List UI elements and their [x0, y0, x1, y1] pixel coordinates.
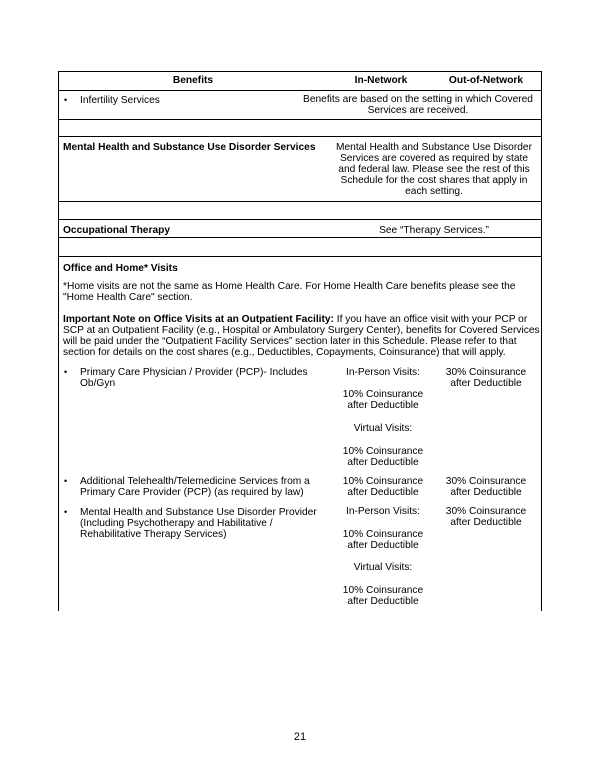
important-note-line-3: will be paid under the “Outpatient Facility Services” section later in this Schedule. Please refer to that	[63, 336, 517, 347]
infertility-text-line-1: Benefits are based on the setting in which Covered	[303, 94, 533, 105]
office-home-title: Office and Home* Visits	[63, 263, 178, 274]
row-divider	[59, 237, 541, 238]
row-divider	[59, 90, 541, 91]
row-divider	[59, 256, 541, 257]
home-note-line-1: *Home visits are not the same as Home Health Care. For Home Health Care benefits please see the	[63, 281, 516, 292]
bullet: •	[64, 367, 68, 377]
pcp-virtual-label: Virtual Visits:	[353, 423, 413, 434]
header-in-network: In-Network	[354, 75, 408, 86]
mh-provider-oon-line-1: 30% Coinsurance	[445, 506, 527, 517]
mh-provider-label-line-1: Mental Health and Substance Use Disorder Provider	[80, 507, 317, 518]
pcp-label-line-1: Primary Care Physician / Provider (PCP)- Includes	[80, 367, 308, 378]
telehealth-oon-line-1: 30% Coinsurance	[445, 476, 527, 487]
pcp-oon-line-2: after Deductible	[450, 378, 522, 389]
mh-provider-in-person-label: In-Person Visits:	[346, 506, 420, 517]
important-note-text: If you have an office visit with your PCP or	[333, 314, 528, 325]
row-divider	[59, 119, 541, 120]
bullet: •	[64, 95, 68, 105]
pcp-in-person-label: In-Person Visits:	[346, 367, 420, 378]
telehealth-oon-line-2: after Deductible	[450, 487, 522, 498]
important-note-title: Important Note on Office Visits at an Outpatient Facility:	[63, 314, 334, 325]
mh-provider-oon-line-2: after Deductible	[450, 517, 522, 528]
mh-provider-in-person-line-1: 10% Coinsurance	[342, 529, 424, 540]
pcp-in-person-line-2: after Deductible	[347, 400, 419, 411]
table-border-top	[59, 71, 541, 72]
telehealth-label-line-1: Additional Telehealth/Telemedicine Services from a	[80, 476, 310, 487]
infertility-text-line-2: Services are received.	[367, 105, 469, 116]
telehealth-in-line-1: 10% Coinsurance	[342, 476, 424, 487]
important-note-line-4: section for details on the cost shares (e.g., Deductibles, Copayments, Coinsurance) that will apply.	[63, 347, 506, 358]
bullet: •	[64, 507, 68, 517]
mh-provider-virtual-label: Virtual Visits:	[353, 562, 413, 573]
occupational-therapy-text: See “Therapy Services.”	[379, 225, 489, 236]
header-out-of-network: Out-of-Network	[448, 75, 524, 86]
mental-health-label: Mental Health and Substance Use Disorder Services	[63, 142, 316, 153]
mh-provider-virtual-line-1: 10% Coinsurance	[342, 585, 424, 596]
mh-provider-virtual-line-2: after Deductible	[347, 596, 419, 607]
bullet: •	[64, 476, 68, 486]
occupational-therapy-label: Occupational Therapy	[63, 225, 170, 236]
pcp-label-line-2: Ob/Gyn	[80, 378, 116, 389]
header-benefits: Benefits	[172, 75, 214, 86]
row-divider	[59, 136, 541, 137]
row-divider	[59, 219, 541, 220]
mh-provider-label-line-3: Rehabilitative Therapy Services)	[80, 529, 227, 540]
pcp-in-person-line-1: 10% Coinsurance	[342, 389, 424, 400]
mental-health-line-1: Mental Health and Substance Use Disorder	[336, 142, 532, 153]
infertility-label: Infertility Services	[80, 95, 160, 106]
mh-provider-in-person-line-2: after Deductible	[347, 540, 419, 551]
important-note-line-1	[63, 314, 527, 325]
pcp-virtual-line-1: 10% Coinsurance	[342, 446, 424, 457]
mental-health-line-2: Services are covered as required by state	[340, 153, 528, 164]
home-note-line-2: "Home Health Care" section.	[63, 292, 193, 303]
telehealth-label-line-2: Primary Care Provider (PCP) (as required by law)	[80, 487, 304, 498]
mental-health-line-4: Schedule for the cost shares that apply in	[340, 175, 528, 186]
row-divider	[59, 201, 541, 202]
page-number: 21	[293, 731, 307, 743]
important-note-line-2: SCP at an Outpatient Facility (e.g., Hospital or Ambulatory Surgery Center), benefits for Covered Services	[63, 325, 540, 336]
pcp-oon-line-1: 30% Coinsurance	[445, 367, 527, 378]
mental-health-line-5: each setting.	[405, 186, 463, 197]
telehealth-in-line-2: after Deductible	[347, 487, 419, 498]
pcp-virtual-line-2: after Deductible	[347, 457, 419, 468]
mental-health-line-3: and federal law. Please see the rest of this	[338, 164, 530, 175]
mh-provider-label-line-2: (Including Psychotherapy and Habilitative /	[80, 518, 273, 529]
